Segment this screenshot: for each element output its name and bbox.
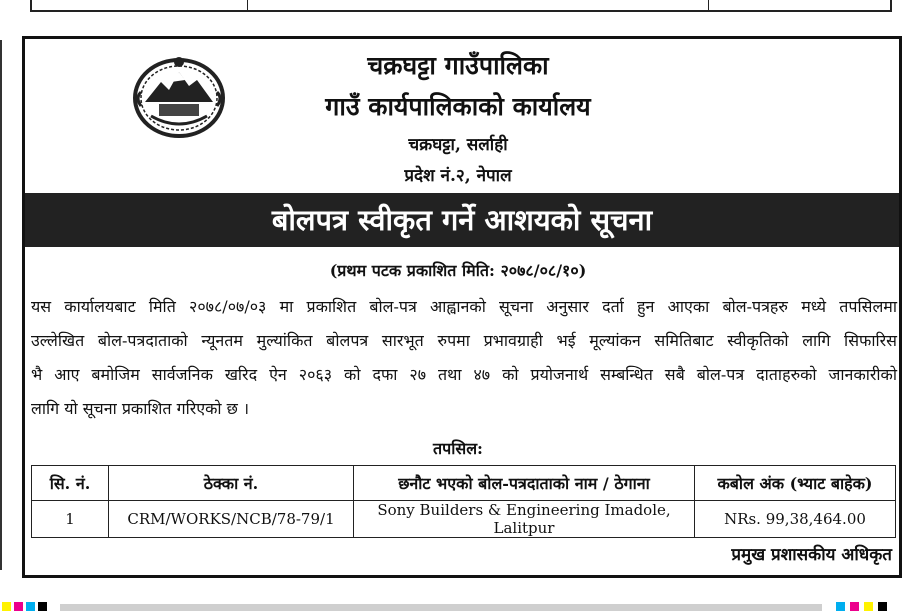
body-line: यस कार्यालयबाट मिति २०७८/०७/०३ मा प्रकाशित बोल-पत्र आह्वानको सूचना अनुसार दर्ता हुन आएका बोल-पत्रहरु मध्ये तपसिलमा — [31, 297, 897, 316]
body-line: उल्लेखित बोल-पत्रदाताको न्यूनतम मुल्यांकित बोलपत्र सारभूत रुपमा प्रभावग्राही भई मूल्यांकन समितिबाट स्वीकृतिको लागि सिफारिस — [31, 331, 897, 350]
province-line: प्रदेश नं.२, नेपाल — [404, 166, 512, 186]
yellow-swatch — [864, 602, 873, 611]
body-line: भै आए बमोजिम सार्वजनिक खरिद ऐन २०६३ को दफा २७ तथा ४७ को प्रयोजनार्थ सम्बन्धित सबै बोल-पत्र दाताहरुको जानकारीको — [31, 365, 897, 384]
column-header-bid-amount: कबोल अंक (भ्याट बाहेक) — [695, 466, 896, 501]
table-header-row — [32, 466, 896, 501]
magenta-swatch — [14, 602, 23, 611]
publish-date: (प्रथम पटक प्रकाशित मिति: २०७८/०८/१०) — [329, 261, 587, 280]
magenta-swatch — [850, 602, 859, 611]
office-location: चक्रघट्टा, सर्लाही — [408, 135, 508, 155]
notice-title-banner: बोलपत्र स्वीकृत गर्ने आशयको सूचना — [25, 193, 899, 247]
print-registration-strip — [0, 600, 916, 611]
gray-bar — [60, 604, 822, 611]
cell-serial: 1 — [32, 501, 109, 538]
signatory-title: प्रमुख प्रशासकीय अधिकृत — [731, 545, 892, 565]
cyan-swatch — [26, 602, 35, 611]
office-name: गाउँ कार्यपालिकाको कार्यालय — [325, 92, 591, 121]
yellow-swatch — [2, 602, 11, 611]
cyan-swatch — [836, 602, 845, 611]
column-header-serial: सि. नं. — [32, 466, 109, 501]
cell-contract-no: CRM/WORKS/NCB/78-79/1 — [109, 501, 354, 538]
cell-bid-amount: NRs. 99,38,464.00 — [695, 501, 896, 538]
notice-body — [31, 290, 897, 426]
column-header-bidder: छनौट भएको बोल-पत्रदाताको नाम / ठेगाना — [354, 466, 695, 501]
cell-bidder: Sony Builders & Engineering Imadole, Lalitpur — [354, 501, 695, 538]
body-line: लागि यो सूचना प्रकाशित गरिएको छ । — [31, 399, 250, 418]
black-swatch — [878, 602, 887, 611]
table-row — [32, 501, 896, 538]
column-header-contract-no: ठेक्का नं. — [109, 466, 354, 501]
award-table — [31, 465, 896, 538]
previous-notice-table-fragment — [30, 0, 892, 12]
municipality-name: चक्रघट्टा गाउँपालिका — [367, 51, 549, 80]
black-swatch — [38, 602, 47, 611]
schedule-label: तपसिल: — [433, 439, 483, 458]
